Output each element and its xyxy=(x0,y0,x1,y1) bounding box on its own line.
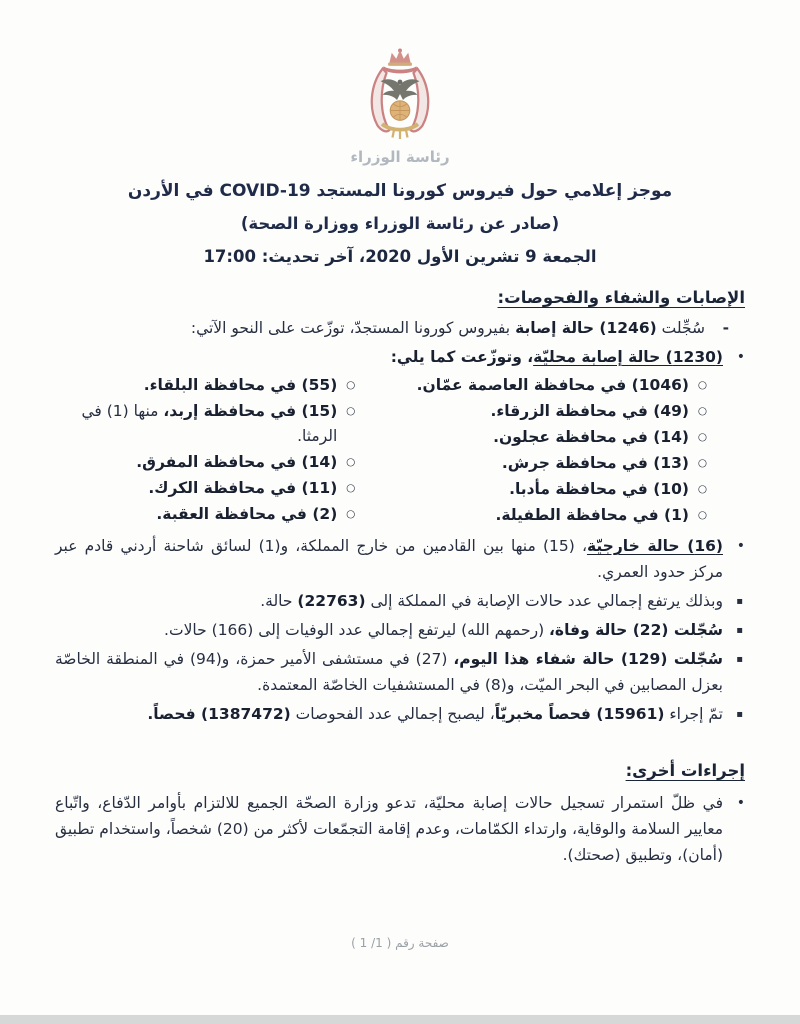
recoveries-line xyxy=(55,646,745,698)
disc-bullet-icon: • xyxy=(736,538,745,554)
circle-bullet-icon: ○ xyxy=(346,456,356,468)
governorates-list xyxy=(55,373,745,529)
page-number-footer: صفحة رقم ( 1/ 1 ) xyxy=(351,936,449,950)
list-item: ○ (1) في محافظة الطفيلة. xyxy=(379,503,745,528)
circle-bullet-icon: ○ xyxy=(346,508,356,520)
list-item: ○ (15) في محافظة إربد، منها (1) في الرمثا. xyxy=(55,399,379,449)
deaths-line xyxy=(55,617,745,643)
local-cases-line xyxy=(55,344,745,370)
circle-bullet-icon: ○ xyxy=(697,405,707,417)
total-cases-line xyxy=(55,315,745,341)
list-item: ○ (13) في محافظة جرش. xyxy=(379,451,745,476)
list-item: ○ (14) في محافظة عجلون. xyxy=(379,425,745,450)
jordan-coat-of-arms-icon xyxy=(340,46,460,142)
circle-bullet-icon: ○ xyxy=(346,405,356,417)
recoveries-text: سُجّلت (129) حالة شفاء هذا اليوم، (27) في مستشفى الأمير حمزة، و(94) في المنطقة الخاصّة بعزل المصابين في البحر الميّت، و(8) في المستشفيات الخاصّة المعتمدة. xyxy=(55,650,723,694)
external-cases-line xyxy=(55,533,745,585)
deaths-text: سُجّلت (22) حالة وفاة، (رحمهم الله) ليرتفع إجمالي عدد الوفيات إلى (166) حالات. xyxy=(164,621,723,639)
circle-bullet-icon: ○ xyxy=(346,482,356,494)
square-bullet-icon: ▪ xyxy=(736,709,743,720)
circle-bullet-icon: ○ xyxy=(697,379,707,391)
list-item: ○ (1046) في محافظة العاصمة عمّان. xyxy=(379,373,745,398)
circle-bullet-icon: ○ xyxy=(697,509,707,521)
square-bullet-icon: ▪ xyxy=(736,654,743,665)
list-item: ○ (49) في محافظة الزرقاء. xyxy=(379,399,745,424)
list-item: ○ (14) في محافظة المفرق. xyxy=(55,450,379,475)
square-bullet-icon: ▪ xyxy=(736,625,743,636)
dash-bullet-icon: - xyxy=(722,319,729,337)
local-cases-text: (1230) حالة إصابة محليّة، وتوزّعت كما يلي: xyxy=(390,348,723,366)
tests-line xyxy=(55,701,745,727)
circle-bullet-icon: ○ xyxy=(697,457,707,469)
governorates-column-left xyxy=(55,373,379,529)
document-title: موجز إعلامي حول فيروس كورونا المستجد COVID-19 في الأردن xyxy=(127,181,673,201)
governorates-column-right xyxy=(379,373,745,529)
logo-caption: رئاسة الوزراء xyxy=(350,148,450,166)
circle-bullet-icon: ○ xyxy=(346,379,356,391)
external-cases-text: (16) حالة خارجيّة، (15) منها بين القادمين من خارج المملكة، و(1) لسائق شاحنة أردني قادم عبر مركز حدود العمري. xyxy=(55,537,723,581)
total-cases-text: سُجِّلت (1246) حالة إصابة بفيروس كورونا المستجدّ، توزّعت على النحو الآتي: xyxy=(190,319,705,337)
section-heading-other: إجراءات أخرى: xyxy=(625,761,745,780)
tests-text: تمّ إجراء (15961) فحصاً مخبريّاً، ليصبح إجمالي عدد الفحوصات (1387472) فحصاً. xyxy=(147,705,723,723)
cumulative-cases-text: وبذلك يرتفع إجمالي عدد حالات الإصابة في المملكة إلى (22763) حالة. xyxy=(260,592,723,610)
circle-bullet-icon: ○ xyxy=(697,431,707,443)
section-heading-cases: الإصابات والشفاء والفحوصات: xyxy=(497,288,745,307)
document-subtitle: (صادر عن رئاسة الوزراء ووزارة الصحة) xyxy=(240,214,560,233)
list-item: ○ (55) في محافظة البلقاء. xyxy=(55,373,379,398)
advice-text: في ظلّ استمرار تسجيل حالات إصابة محليّة، تدعو وزارة الصحّة الجميع للالتزام بأوامر الدّفاع، واتّباع معايير السلامة والوقاية، وارتداء الكمّامات، وعدم إقامة التجمّعات لأكثر من (20) شخصاً، واستخدام تطبيق (أمان)، وتطبيق (صحتك). xyxy=(55,794,723,864)
scan-edge-strip xyxy=(0,1015,800,1024)
list-item: ○ (2) في محافظة العقبة. xyxy=(55,502,379,527)
disc-bullet-icon: • xyxy=(736,795,745,811)
date-line: الجمعة 9 تشرين الأول 2020، آخر تحديث: 17:00 xyxy=(203,247,597,266)
list-item: ○ (10) في محافظة مأدبا. xyxy=(379,477,745,502)
advice-line xyxy=(55,790,745,868)
circle-bullet-icon: ○ xyxy=(697,483,707,495)
disc-bullet-icon: • xyxy=(736,349,745,365)
list-item: ○ (11) في محافظة الكرك. xyxy=(55,476,379,501)
cumulative-cases-line xyxy=(55,588,745,614)
square-bullet-icon: ▪ xyxy=(736,596,743,607)
logo-block xyxy=(0,0,800,166)
